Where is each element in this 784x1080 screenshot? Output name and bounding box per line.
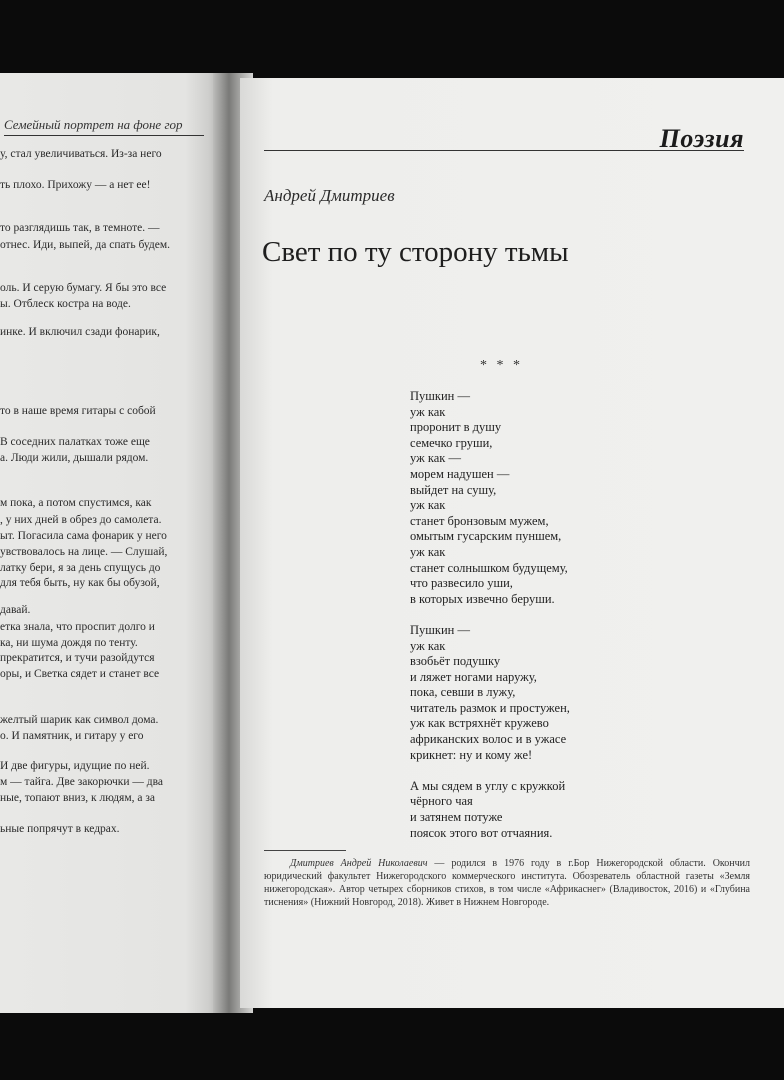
poem-line: чёрного чая [410, 794, 473, 809]
poem-body [410, 389, 750, 857]
poem-line: уж как встряхнёт кружево [410, 716, 549, 731]
poem-line: уж как — [410, 451, 461, 466]
poem-line: крикнет: ну и кому же! [410, 747, 533, 762]
left-page-line: латку бери, я за день спущусь до [0, 562, 161, 574]
left-page-line: о. И памятник, и гитару у его [0, 730, 144, 742]
author-name: Андрей Дмитриев [264, 186, 395, 205]
poem-line: взобьёт подушку [410, 654, 501, 669]
poem-line: читатель размок и простужен, [410, 700, 570, 715]
left-page-line: ть плохо. Прихожу — а нет ее! [0, 179, 151, 191]
left-page-line: отнес. Иди, выпей, да спать будем. [0, 239, 170, 251]
left-page-line: для тебя быть, ну как бы обузой, [0, 577, 160, 589]
right-page [240, 78, 784, 1008]
poem-line: станет бронзовым мужем, [410, 513, 549, 528]
poem-stanza [410, 779, 750, 841]
left-page-line: желтый шарик как символ дома. [0, 714, 159, 726]
left-page-line: ные, топают вниз, к людям, а за [0, 792, 155, 804]
left-page-line: ыт. Погасила сама фонарик у него [0, 530, 167, 542]
left-page-line: а. Люди жили, дышали рядом. [0, 452, 149, 464]
poem-line: морем надушен — [410, 466, 510, 481]
poem-line: и затянем потуже [410, 810, 503, 825]
poem-stanza [410, 623, 750, 763]
poem-line: уж как [410, 404, 446, 419]
poem-line: семечко груши, [410, 435, 493, 450]
footnote-text: — родился в 1976 году в г.Бор Нижегородской области. Окончил юридический факультет Нижегородского коммерческого института. Обозреватель областной газеты «Земля нижегородская». Автор четырех сборников стихов, в том числе «Африкаснег» (Владивосток, 2016) и «Глубина тиснения» (Нижний Новгород, 2018). Живет в Нижнем Новгороде. [264, 858, 750, 908]
left-page-line: оль. И серую бумагу. Я бы это все [0, 282, 167, 294]
footnote-rule [264, 850, 346, 851]
left-page-line: давай. [0, 604, 31, 616]
poem-line: уж как [410, 498, 446, 513]
left-page-line: то разглядишь так, в темноте. — [0, 222, 160, 234]
poem-line: А мы сядем в углу с кружкой [410, 778, 566, 793]
poem-line: что развесило уши, [410, 576, 513, 591]
left-page-line: , у них дней в обрез до самолета. [0, 514, 162, 526]
left-page-line: у, стал увеличиваться. Из-за него [0, 148, 162, 160]
poem-line: в которых извечно беруши. [410, 591, 555, 606]
poem-line: уж как [410, 544, 446, 559]
left-page-line: инке. И включил сзади фонарик, [0, 326, 160, 338]
poem-line: омытым гусарским пуншем, [410, 529, 562, 544]
poem-stanza [410, 389, 750, 607]
left-page-line: ка, ни шума дождя по тенту. [0, 637, 138, 649]
poem-line: африканских волос и в ужасе [410, 732, 567, 747]
left-page-line: ьные попрячут в кедрах. [0, 823, 120, 835]
left-page-line: етка знала, что проспит долго и [0, 621, 155, 633]
poem-line: поясок этого вот отчаяния. [410, 825, 553, 840]
left-page-line: м пока, а потом спустимся, как [0, 497, 152, 509]
left-page-line: И две фигуры, идущие по ней. [0, 760, 150, 772]
poem-line: пока, севши в лужу, [410, 685, 516, 700]
poem-line: выйдет на сушу, [410, 482, 497, 497]
poem-title: Свет по ту сторону тьмы [262, 236, 569, 268]
left-page-line: оры, и Светка сядет и станет все [0, 668, 160, 680]
poem-line: Пушкин — [410, 622, 470, 637]
poem-line: уж как [410, 638, 446, 653]
left-page-line: В соседних палатках тоже еще [0, 436, 150, 448]
poem-line: Пушкин — [410, 389, 470, 403]
left-page-line: ы. Отблеск костра на воде. [0, 298, 131, 310]
section-stars: * * * [480, 358, 523, 373]
left-page-line: увствовалось на лице. — Слушай, [0, 546, 168, 558]
left-page-line: м — тайга. Две закорючки — два [0, 776, 164, 788]
poem-line: и ляжет ногами наружу, [410, 669, 537, 684]
author-footnote [264, 857, 750, 909]
poem-line: проронит в душу [410, 420, 502, 435]
left-page-line: прекратится, и тучи разойдутся [0, 652, 155, 664]
left-page [0, 73, 226, 1013]
left-running-header: Семейный портрет на фоне гор [4, 117, 204, 136]
left-page-line: то в наше время гитары с собой [0, 405, 156, 417]
footnote-author-name: Дмитриев Андрей Николаевич [290, 858, 428, 869]
poem-line: станет солнышком будущему, [410, 560, 568, 575]
section-rubric: Поэзия [659, 124, 744, 153]
